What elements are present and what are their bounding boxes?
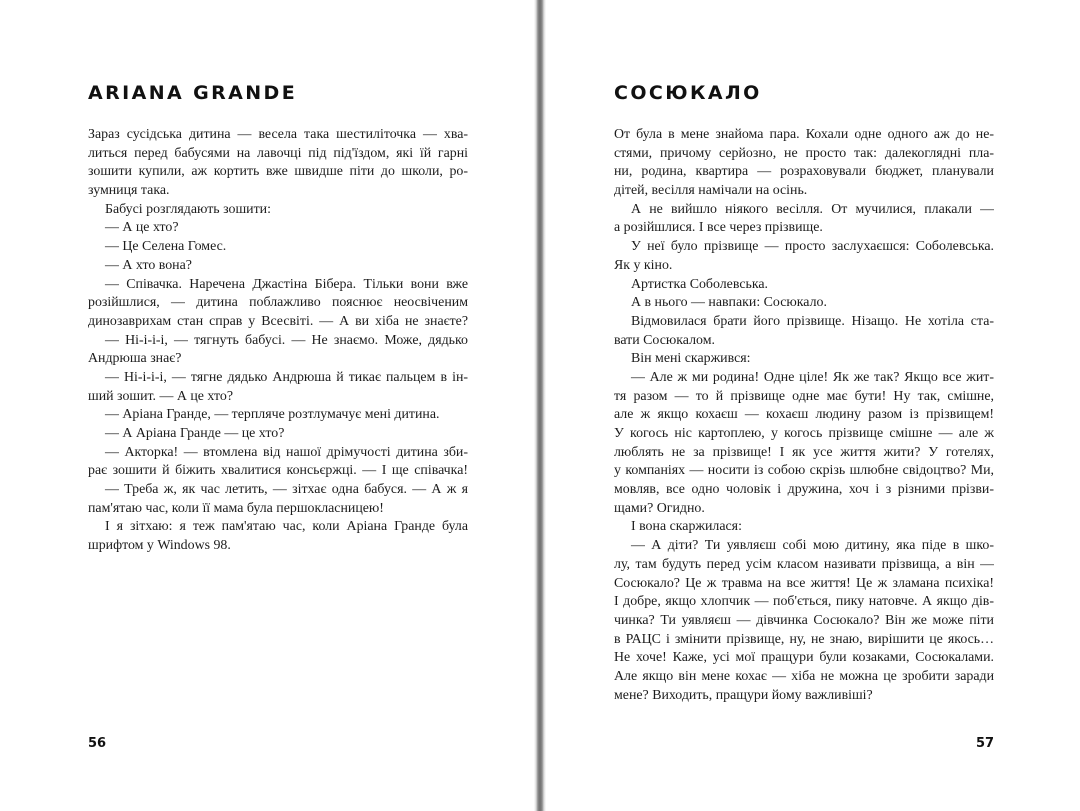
text-line: Зараз сусідська дитина — весела така шестиліточка — хва- bbox=[88, 127, 468, 142]
page-number: 57 bbox=[976, 736, 995, 751]
text-line: І добре, якщо хлопчик — поб'ється, пику натовче. А якщо дів- bbox=[614, 594, 994, 610]
chapter-text bbox=[614, 126, 994, 705]
chapter-text bbox=[88, 126, 468, 556]
text-line: — Це Селена Гомес. bbox=[105, 239, 227, 255]
text-line: — Акторка! — втомлена від нашої дрімучості дитина зби- bbox=[105, 444, 468, 460]
text-line: От була в мене знайома пара. Кохали одне одного аж до не- bbox=[614, 127, 994, 142]
text-line: розійшлися, — дитина поблажливо пояснює неосвіченим bbox=[88, 295, 468, 311]
text-line: Він мені скаржився: bbox=[631, 351, 751, 367]
text-line: тя разом — то й прізвище одне має бути! Ну так, смішне, bbox=[614, 388, 994, 404]
text-line: але ж якщо кохаєш — кохаєш людину разом із прізвищем! bbox=[614, 407, 994, 423]
text-line: литься перед бабусями на лавочці під під'їздом, які їй гарні bbox=[88, 145, 468, 161]
text-line: стями, причому серйозно, не просто так: далекоглядні пла- bbox=[614, 145, 994, 161]
text-line: — А діти? Ти уявляєш собі мою дитину, яка піде в шко- bbox=[631, 538, 994, 554]
chapter-title: ARIANA GRANDE bbox=[88, 82, 298, 104]
text-line: вати Сосюкалом. bbox=[614, 332, 715, 348]
right-page bbox=[546, 0, 1080, 811]
text-line: — Ні-і-і-і, — тягне дядько Андрюша й тикає пальцем в ін- bbox=[105, 369, 468, 385]
text-line: в РАЦС і змінити прізвище, ну, не знаю, вирішити це якось… bbox=[614, 631, 994, 647]
text-line: У неї було прізвище — просто заслухаєшся: Соболевська. bbox=[631, 239, 994, 255]
text-line: люблять не за прізвище! І як усе життя жити? У готелях, bbox=[614, 444, 994, 460]
text-line: Але якщо він мене кохає — хіба не можна це зробити заради bbox=[614, 668, 994, 684]
text-line: шрифтом у Windows 98. bbox=[88, 538, 231, 554]
text-line: — Треба ж, як час летить, — зітхає одна бабуся. — А ж я bbox=[105, 482, 468, 498]
text-line: — Ні-і-і-і, — тягнуть бабусі. — Не знаємо. Може, дядько bbox=[105, 332, 468, 348]
text-line: зумниця така. bbox=[88, 183, 170, 199]
text-line: чинка? Ти уявляєш — дівчинка Сосюкало? Він же може піти bbox=[614, 612, 994, 628]
chapter-title: СОСЮКАЛО bbox=[614, 82, 762, 104]
text-line: А в нього — навпаки: Сосюкало. bbox=[631, 295, 827, 311]
page-number: 56 bbox=[88, 736, 107, 751]
text-line: у компаніях — носити із собою скрізь шлюбне свідоцтво? Ми, bbox=[614, 463, 994, 479]
text-line: Сосюкало? Це ж травма на все життя! Це ж зламана психіка! bbox=[614, 575, 994, 591]
text-line: Не хоче! Каже, усі мої пращури були козаками, Сосюкалами. bbox=[614, 650, 994, 666]
text-line: а розійшлися. І все через прізвище. bbox=[614, 220, 823, 236]
text-line: щами? Огидно. bbox=[614, 500, 705, 516]
text-line: динозаврихам стан справ у Всесвіті. — А ви хіба не знаєте? bbox=[88, 313, 468, 329]
text-line: — А це хто? bbox=[105, 220, 179, 236]
text-line: — А хто вона? bbox=[105, 257, 192, 273]
text-line: — Співачка. Наречена Джастіна Бібера. Тільки вони вже bbox=[105, 276, 468, 292]
text-line: Артистка Соболевська. bbox=[631, 276, 768, 292]
text-line: І я зітхаю: я теж пам'ятаю час, коли Аріана Гранде була bbox=[105, 519, 468, 535]
text-line: ни, родина, квартира — розраховували бюджет, планували bbox=[614, 164, 994, 180]
text-line: Як у кіно. bbox=[614, 257, 673, 273]
left-page bbox=[0, 0, 534, 811]
text-line: мене? Виходить, пращури йому важливіші? bbox=[614, 687, 873, 703]
text-line: — Аріана Гранде, — терпляче розтлумачує мені дитина. bbox=[105, 407, 440, 423]
text-line: І вона скаржилася: bbox=[631, 519, 742, 535]
text-line: мовляв, все одно чоловік і дружина, хоч і з різними прізви- bbox=[614, 482, 994, 498]
text-line: Бабусі розглядають зошити: bbox=[105, 201, 271, 217]
text-line: рає зошити й біжить хвалитися консьєржці. — І ще співачка! bbox=[88, 463, 468, 479]
text-line: зошити купили, аж кортить вже швидше піти до школи, ро- bbox=[88, 164, 468, 180]
text-line: — А Аріана Гранде — це хто? bbox=[105, 426, 285, 441]
text-line: — Але ж ми родина! Одне ціле! Як же так? Якщо все жит- bbox=[631, 369, 994, 385]
text-line: лу, там будуть перед усім класом називати прізвища, а він — bbox=[614, 556, 994, 572]
book-gutter bbox=[534, 0, 546, 811]
text-line: А не вийшло ніякого весілля. От мучилися, плакали — bbox=[631, 201, 994, 217]
text-line: пам'ятаю час, коли її мама була першокласницею! bbox=[88, 500, 384, 516]
text-line: Андрюша знає? bbox=[88, 351, 182, 367]
text-line: У когось ніс картоплею, у когось прізвище смішне — але ж bbox=[614, 426, 994, 441]
text-line: дітей, весілля намічали на осінь. bbox=[614, 183, 808, 199]
text-line: ший зошит. — А це хто? bbox=[88, 388, 234, 404]
text-line: Відмовилася брати його прізвище. Нізащо. Не хотіла ста- bbox=[631, 313, 994, 329]
